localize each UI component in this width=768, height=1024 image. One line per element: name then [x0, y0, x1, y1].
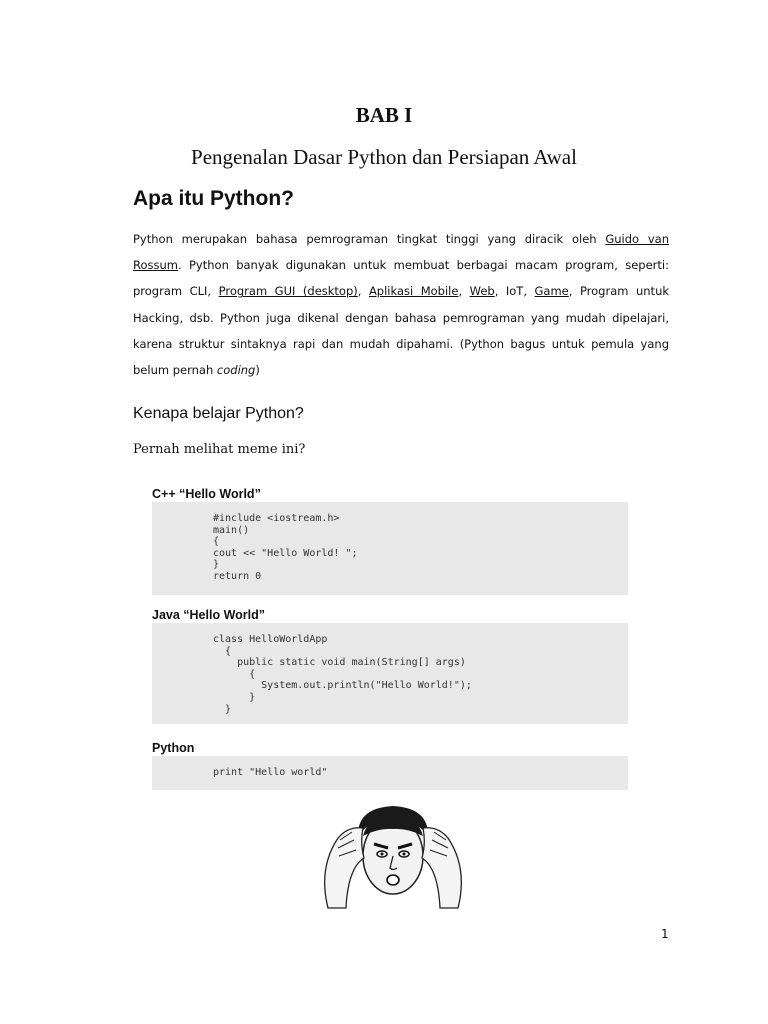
subsection-heading: Kenapa belajar Python?: [133, 405, 304, 422]
java-label: Java “Hello World”: [152, 608, 265, 622]
intro-text: , IoT,: [494, 284, 535, 299]
intro-paragraph: [133, 226, 669, 383]
intro-text: Python merupakan bahasa pemrograman tingkat tinggi yang diracik oleh: [133, 232, 606, 246]
link-game[interactable]: Game: [534, 284, 569, 299]
java-code: class HelloWorldApp { public static void main(String[] args) { System.out.println("Hello World!"); } }: [213, 634, 472, 715]
intro-text: ): [255, 363, 260, 378]
link-guido-van-rossum[interactable]: Guido van Rossum: [133, 232, 669, 273]
link-aplikasi-mobile[interactable]: Aplikasi Mobile: [368, 284, 459, 299]
chapter-title: Pengenalan Dasar Python dan Persiapan Awal: [191, 145, 577, 169]
coding-emphasis: coding: [216, 363, 256, 378]
chapter-heading: BAB I: [355, 103, 413, 127]
section-heading: Apa itu Python?: [133, 187, 294, 210]
cpp-label: C++ “Hello World”: [152, 487, 261, 501]
python-label: Python: [152, 741, 195, 755]
link-web[interactable]: Web: [469, 284, 495, 299]
java-code-box: [152, 623, 628, 724]
page-number: 1: [661, 927, 669, 941]
intro-text: , Program untuk Hacking, dsb. Python juga dikenal dengan bahasa pemrograman yang mudah dipelajari, karena struktur sintaknya rapi dan mudah dipahami. (Python bagus untuk pemula yang belum pernah: [133, 284, 670, 378]
intro-text: . Python banyak digunakan untuk membuat berbagai macam program, seperti: program CLI,: [133, 258, 669, 299]
python-code-box: [152, 756, 628, 790]
cpp-code-box: [152, 502, 628, 595]
python-code: print "Hello world": [213, 767, 328, 778]
intro-text: ,: [357, 284, 369, 299]
meme-intro-text: Pernah melihat meme ini?: [133, 442, 306, 457]
cpp-code: #include <iostream.h> main() { cout << "Hello World! "; } return 0: [213, 513, 358, 582]
link-program-gui[interactable]: Program GUI (desktop): [218, 284, 358, 299]
meme-face-illustration: [308, 798, 478, 910]
intro-text: ,: [458, 284, 470, 299]
